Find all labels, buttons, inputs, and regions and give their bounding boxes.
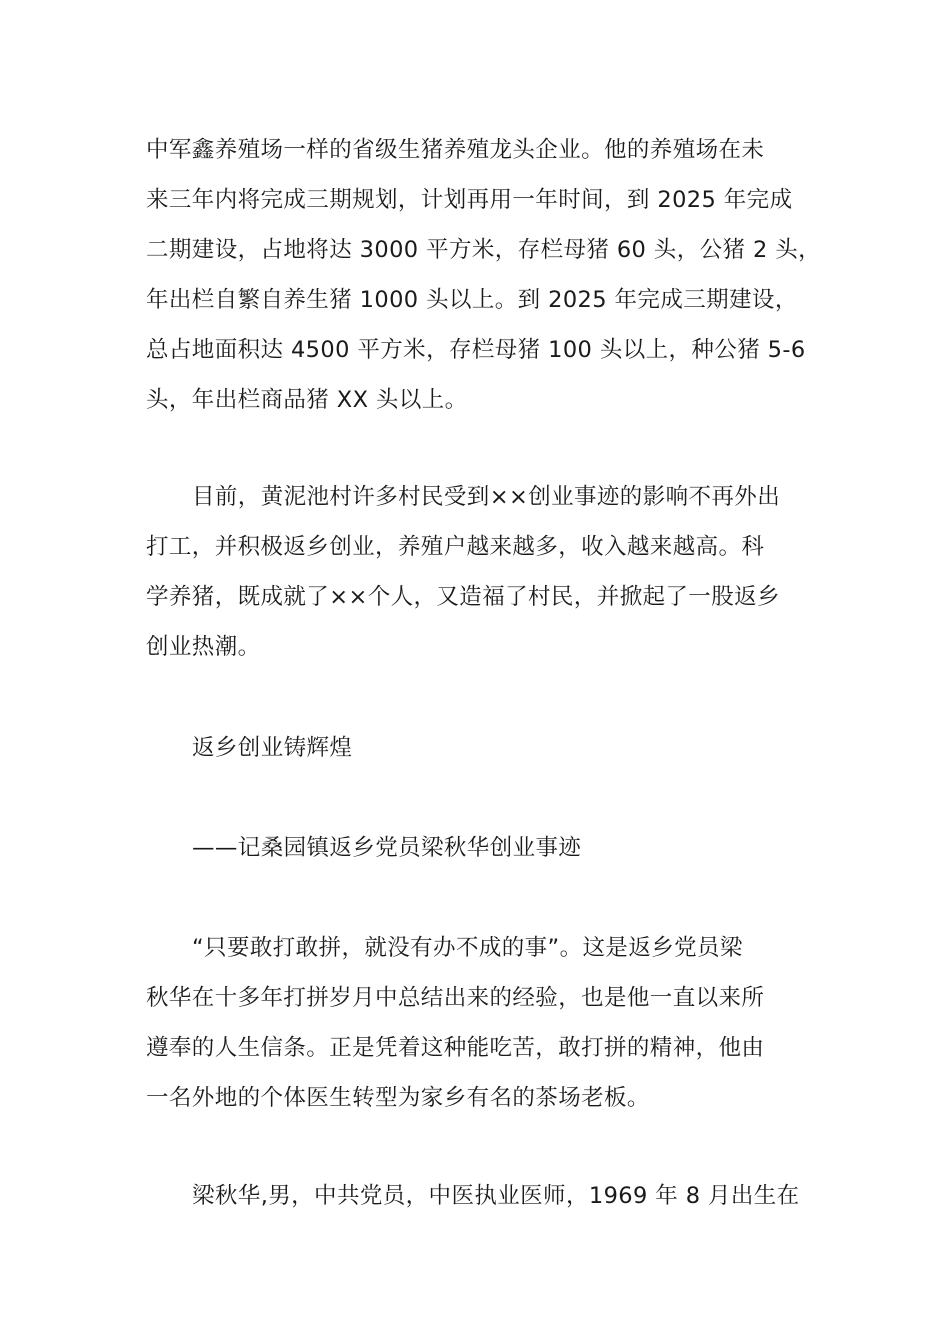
- paragraph-1-line-4: 年出栏自繁自养生猪 1000 头以上。到 2025 年完成三期建设，: [146, 287, 798, 313]
- paragraph-2-line-2: 打工，并积极返乡创业，养殖户越来越多，收入越来越高。科: [146, 534, 765, 560]
- paragraph-2-line-4: 创业热潮。: [146, 634, 261, 660]
- section-subtitle: ——记桑园镇返乡党员梁秋华创业事迹: [192, 835, 582, 861]
- paragraph-2-line-3: 学养猪，既成就了××个人，又造福了村民，并掀起了一股返乡: [146, 584, 780, 610]
- paragraph-3-line-1: “只要敢打敢拼，就没有办不成的事”。这是返乡党员梁: [192, 935, 743, 961]
- section-title: 返乡创业铸辉煌: [192, 735, 353, 761]
- paragraph-3-line-3: 遵奉的人生信条。正是凭着这种能吃苦，敢打拼的精神，他由: [146, 1035, 765, 1061]
- paragraph-1-line-1: 中军鑫养殖场一样的省级生猪养殖龙头企业。他的养殖场在未: [146, 137, 765, 163]
- paragraph-3-line-2: 秋华在十多年打拼岁月中总结出来的经验，也是他一直以来所: [146, 985, 765, 1011]
- paragraph-1-line-5: 总占地面积达 4500 平方米，存栏母猪 100 头以上，种公猪 5-6: [146, 337, 806, 363]
- paragraph-1-line-3: 二期建设，占地将达 3000 平方米，存栏母猪 60 头，公猪 2 头，: [146, 237, 822, 263]
- paragraph-1-line-6: 头，年出栏商品猪 XX 头以上。: [146, 387, 468, 413]
- paragraph-1-line-2: 来三年内将完成三期规划，计划再用一年时间，到 2025 年完成: [146, 187, 793, 213]
- paragraph-3-line-4: 一名外地的个体医生转型为家乡有名的茶场老板。: [146, 1085, 650, 1111]
- paragraph-4-line-1: 梁秋华,男，中共党员，中医执业医师，1969 年 8 月出生在: [192, 1183, 800, 1209]
- paragraph-2-line-1: 目前，黄泥池村许多村民受到××创业事迹的影响不再外出: [192, 484, 781, 510]
